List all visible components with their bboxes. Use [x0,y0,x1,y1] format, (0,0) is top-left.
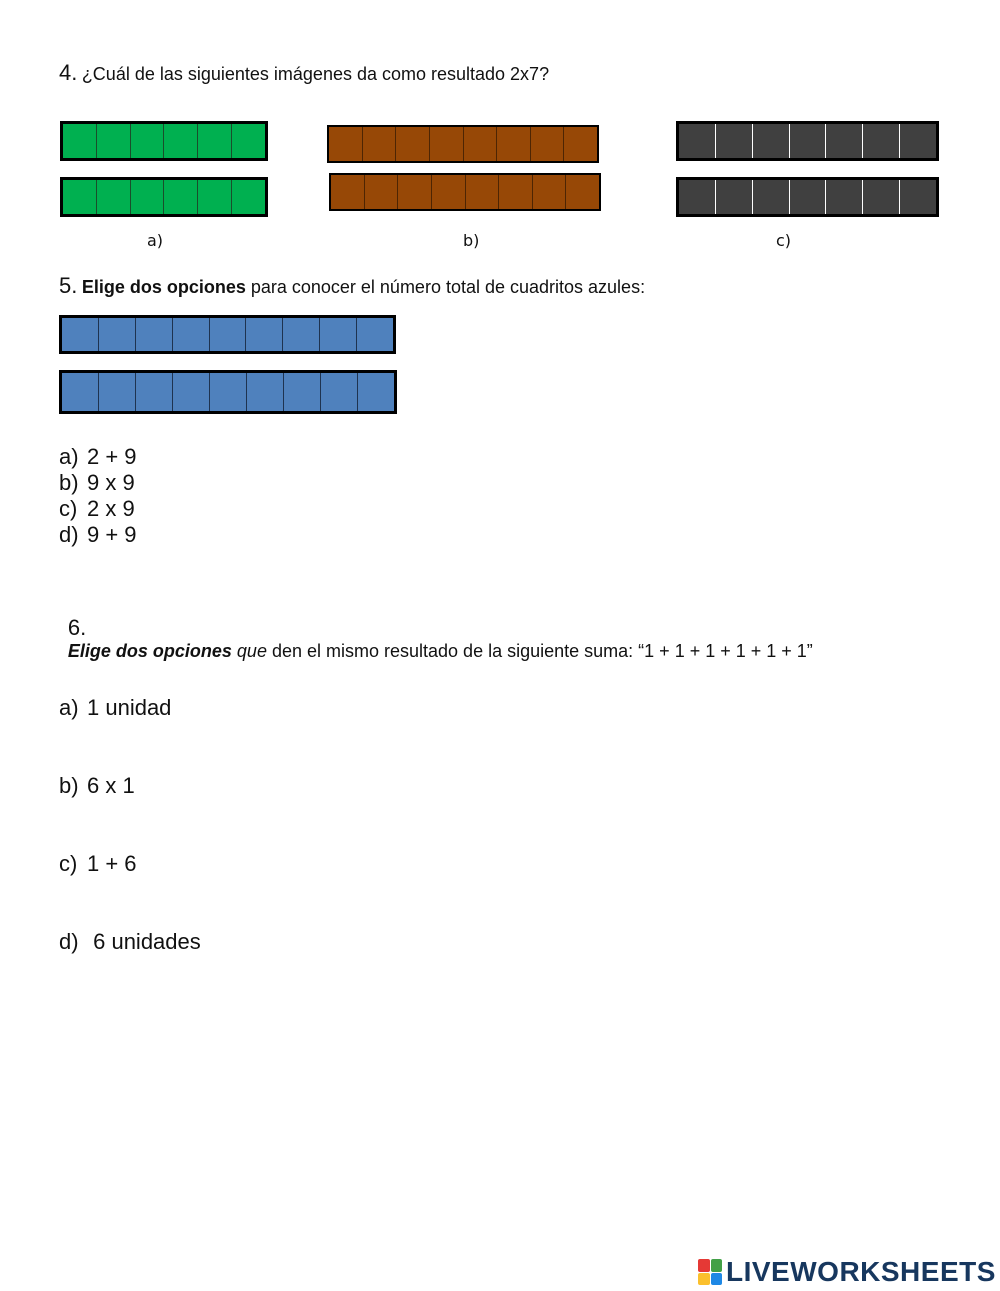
square-cell [283,318,320,351]
square-cell [430,127,464,161]
square-cell [432,175,466,209]
square-cell [564,127,597,161]
option-text: 1 unidad [87,695,172,720]
option-letter: b) [59,470,79,495]
question-number: 4. [59,60,78,85]
square-cell [900,180,936,214]
square-cell [790,124,827,158]
logo-tile [698,1273,710,1286]
square-cell [826,124,863,158]
square-cell [716,180,753,214]
option-text: 2 + 9 [87,444,137,469]
question-6-options [59,643,201,981]
square-cell [210,373,247,411]
square-cell [466,175,500,209]
figure-label-c: c) [776,231,792,250]
square-cell [164,180,198,214]
question-emphasis: Elige dos opciones [67,641,232,661]
option-d[interactable] [59,929,201,955]
gray-bar-row-1 [676,121,939,161]
option-letter: a) [59,444,79,469]
square-cell [247,373,284,411]
square-cell [679,124,716,158]
square-cell [331,175,365,209]
square-cell [210,318,247,351]
square-cell [97,180,131,214]
square-cell [62,318,99,351]
square-cell [365,175,399,209]
square-cell [232,124,265,158]
square-cell [284,373,321,411]
square-cell [99,318,136,351]
square-cell [566,175,599,209]
square-cell [499,175,533,209]
brown-bar-row-1 [327,125,599,163]
square-cell [363,127,397,161]
option-b[interactable] [59,773,201,799]
logo-tile [711,1259,723,1272]
option-text: 6 x 1 [87,773,135,798]
square-cell [97,124,131,158]
gray-bar-row-2 [676,177,939,217]
option-c[interactable] [59,496,137,522]
option-letter: c) [59,851,78,876]
square-cell [246,318,283,351]
option-text: 9 + 9 [87,522,137,547]
option-letter: b) [59,773,79,798]
square-cell [398,175,432,209]
square-cell [131,124,165,158]
square-cell [753,124,790,158]
figure-label-b: b) [463,231,480,250]
square-cell [497,127,531,161]
square-cell [826,180,863,214]
square-cell [136,373,173,411]
square-cell [531,127,565,161]
square-cell [863,124,900,158]
option-letter: d) [59,929,79,954]
logo-text: LIVEWORKSHEETS [726,1256,996,1287]
square-cell [464,127,498,161]
square-cell [62,373,99,411]
square-cell [173,373,210,411]
option-a[interactable] [59,444,137,470]
option-letter: a) [59,695,79,720]
logo-tile [698,1259,710,1272]
square-cell [63,180,97,214]
blue-bar-row-1 [59,315,396,354]
liveworksheets-logo[interactable] [698,1256,996,1288]
square-cell [232,180,265,214]
question-text: den el mismo resultado de la siguiente suma [266,641,629,661]
option-text: 9 x 9 [87,470,135,495]
option-letter: d) [59,522,79,547]
green-bar-row-2 [60,177,268,217]
square-cell [198,124,232,158]
option-text: 1 + 6 [87,851,137,876]
square-cell [136,318,173,351]
option-text: 2 x 9 [87,496,135,521]
square-cell [164,124,198,158]
square-cell [63,124,97,158]
option-text: 6 unidades [87,929,201,954]
option-a[interactable] [59,695,201,721]
square-cell [131,180,165,214]
option-b[interactable] [59,470,137,496]
square-cell [753,180,790,214]
liveworksheets-logo-icon [698,1259,722,1285]
question-emphasis: Elige dos opciones [81,277,246,297]
question-number: 6. [67,615,87,640]
square-cell [863,180,900,214]
question-italic-word: que [231,641,267,661]
square-cell [900,124,936,158]
figure-label-a: a) [147,231,164,250]
green-bar-row-1 [60,121,268,161]
option-d[interactable] [59,522,137,548]
square-cell [358,373,394,411]
square-cell [99,373,136,411]
question-5-heading [59,273,645,299]
square-cell [320,318,357,351]
question-text: ¿Cuál de las siguientes imágenes da como resultado 2x7? [81,64,550,84]
square-cell [357,318,393,351]
option-letter: c) [59,496,78,521]
option-c[interactable] [59,851,201,877]
square-cell [716,124,753,158]
logo-tile [711,1273,723,1286]
question-sum: : “1 + 1 + 1 + 1 + 1 + 1” [628,641,813,661]
square-cell [321,373,358,411]
square-cell [790,180,827,214]
blue-bar-row-2 [59,370,397,414]
square-cell [679,180,716,214]
square-cell [329,127,363,161]
square-cell [173,318,210,351]
square-cell [198,180,232,214]
question-4-heading [59,60,549,86]
square-cell [396,127,430,161]
question-5-options [59,444,137,548]
question-text: para conocer el número total de cuadritos azules: [245,277,646,297]
brown-bar-row-2 [329,173,601,211]
square-cell [533,175,567,209]
question-number: 5. [59,273,78,298]
